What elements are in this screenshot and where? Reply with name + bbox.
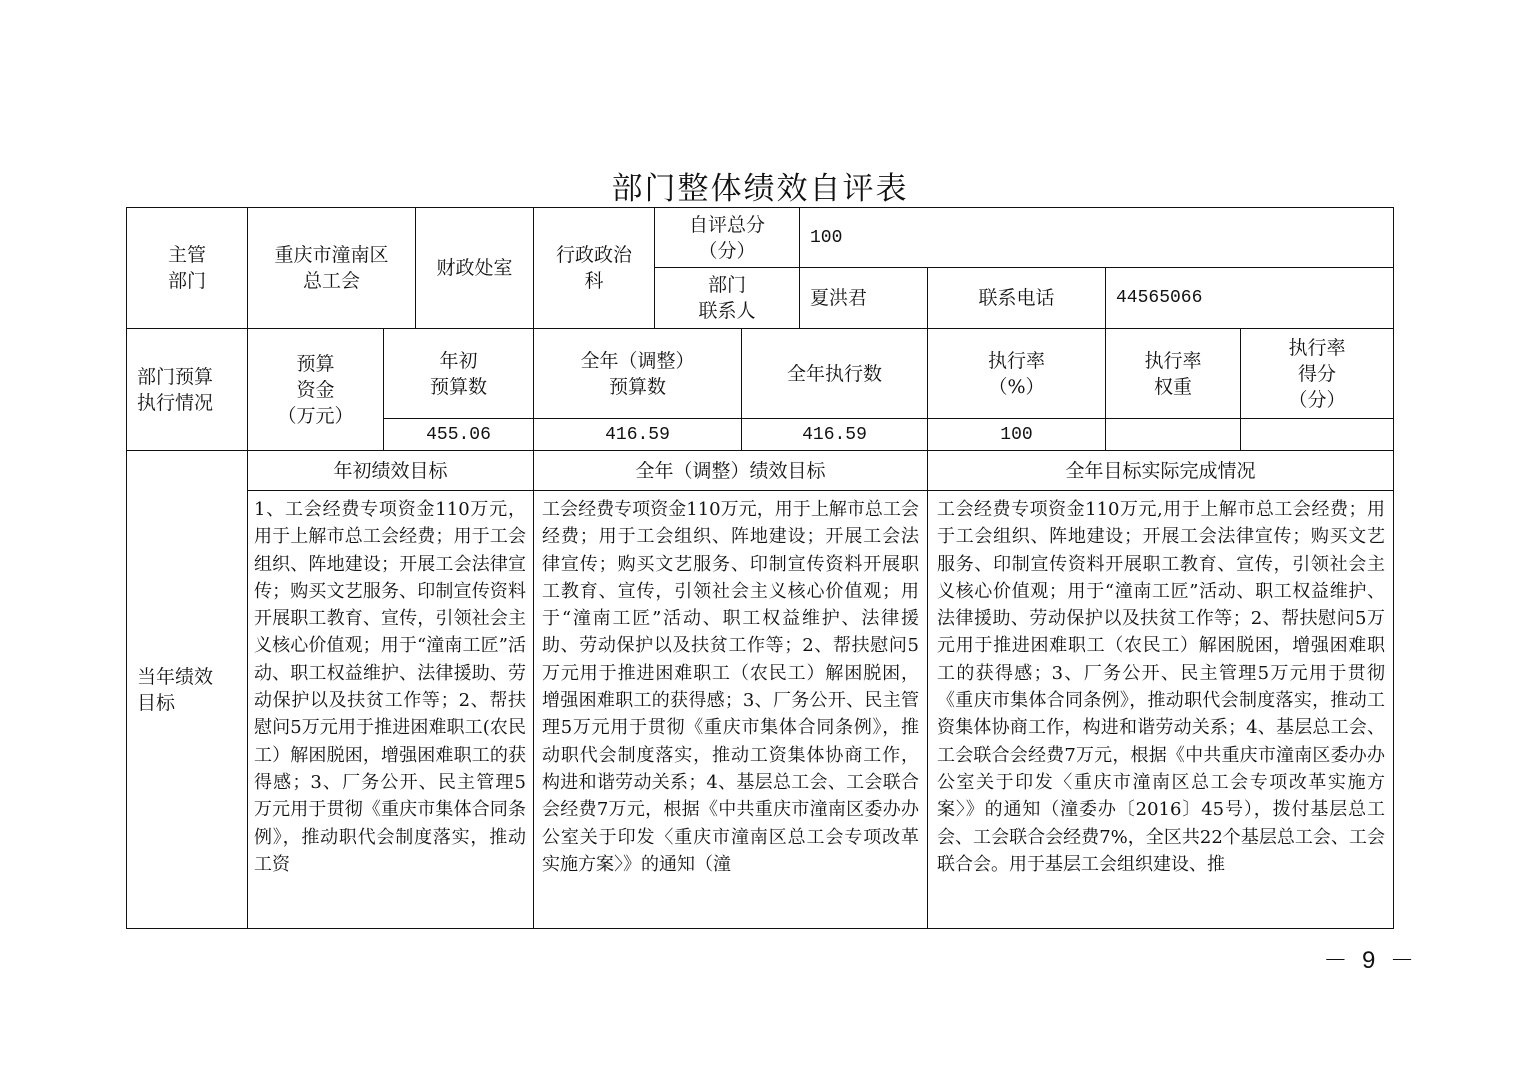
col-initial-goal: 年初绩效目标: [333, 459, 448, 482]
weight-value: [1106, 419, 1240, 450]
phone-value: 44565066: [1116, 288, 1203, 308]
executed-value: 416.59: [802, 424, 867, 445]
adjusted-budget-value: 416.59: [605, 424, 670, 445]
col-adjusted-goal: 全年（调整）绩效目标: [635, 459, 826, 482]
initial-goal-text: 1、工会经费专项资金110万元，用于上解市总工会经费；用于工会组织、阵地建设；开展工会法律宣传；购买文艺服务、印制宣传资料开展职工教育、宣传，引领社会主义核心价值观；用于“潼南工匠”活动、职工权益维护、法律援助、劳动保护以及扶贫工作等；2、帮扶慰问5万元用于推进困难职工(农民工）解困脱困，增强困难职工的获得感；3、厂务公开、民主管理5万元用于贯彻《重庆市集体合同条例》，推动职代会制度落实，推动工资: [254, 499, 526, 875]
dept-name: 重庆市潼南区 总工会: [274, 244, 389, 292]
finance-office: 财政处室: [436, 257, 513, 279]
score-rate-value: [1241, 419, 1393, 450]
rate-value: 100: [1000, 424, 1033, 445]
col-weight: 执行率 权重: [1144, 349, 1202, 398]
score-label: 自评总分 （分）: [688, 213, 765, 262]
col-executed: 全年执行数: [786, 362, 882, 385]
phone-label: 联系电话: [978, 287, 1055, 309]
fund-label: 预算 资金 （万元）: [277, 352, 354, 427]
contact-name: 夏洪君: [810, 287, 868, 309]
col-rate: 执行率 （%）: [987, 349, 1045, 398]
page-number: － 9 －: [1323, 947, 1418, 974]
col-score: 执行率 得分 （分）: [1288, 336, 1346, 411]
score-value: 100: [810, 227, 843, 248]
col-adjusted-budget: 全年（调整） 预算数: [580, 349, 695, 398]
goals-row-label: 当年绩效 目标: [137, 665, 214, 714]
section-name: 行政政治 科: [555, 244, 632, 292]
col-initial-budget: 年初 预算数: [429, 349, 487, 398]
actual-completion-text: 工会经费专项资金110万元,用于上解市总工会经费；用于工会组织、阵地建设；开展工会法律宣传；购买文艺服务、印制宣传资料开展职工教育、宣传，引领社会主义核心价值观；用于“潼南工匠”活动、职工权益维护、法律援助、劳动保护以及扶贫工作等；2、帮扶慰问5万元用于推进困难职工（农民工）解困脱困，增强困难职工的获得感；3、厂务公开、民主管理5万元用于贯彻《重庆市集体合同条例》，推动职代会制度落实，推动工资集体协商工作，构进和谐劳动关系；4、基层总工会、工会联合会经费7万元，根据《中共重庆市潼南区委办办公室关于印发〈重庆市潼南区总工会专项改革实施方案〉》的通知（潼委办〔2016〕45号），拨付基层总工会、工会联合会经费7%，全区共22个基层总工会、工会联合会。用于基层工会组织建设、推: [937, 499, 1385, 875]
page-title: 部门整体绩效自评表: [611, 171, 909, 207]
adjusted-goal-text: 工会经费专项资金110万元，用于上解市总工会经费；用于工会组织、阵地建设；开展工会法律宣传；购买文艺服务、印制宣传资料开展职工教育、宣传，引领社会主义核心价值观；用于“潼南工匠”活动、职工权益维护、法律援助、劳动保护以及扶贫工作等；2、帮扶慰问5万元用于推进困难职工（农民工）解困脱困，增强困难职工的获得感；3、厂务公开、民主管理5万元用于贯彻《重庆市集体合同条例》，推动职代会制度落实，推动工资集体协商工作，构进和谐劳动关系；4、基层总工会、工会联合会经费7万元，根据《中共重庆市潼南区委办办公室关于印发〈重庆市潼南区总工会专项改革实施方案〉》的通知（潼: [542, 499, 919, 875]
col-actual-completion: 全年目标实际完成情况: [1065, 459, 1256, 482]
budget-row-label: 部门预算 执行情况: [137, 365, 214, 414]
dept-label: 主管 部门: [167, 244, 206, 292]
initial-budget-value: 455.06: [426, 424, 491, 445]
contact-label: 部门 联系人: [698, 274, 756, 322]
